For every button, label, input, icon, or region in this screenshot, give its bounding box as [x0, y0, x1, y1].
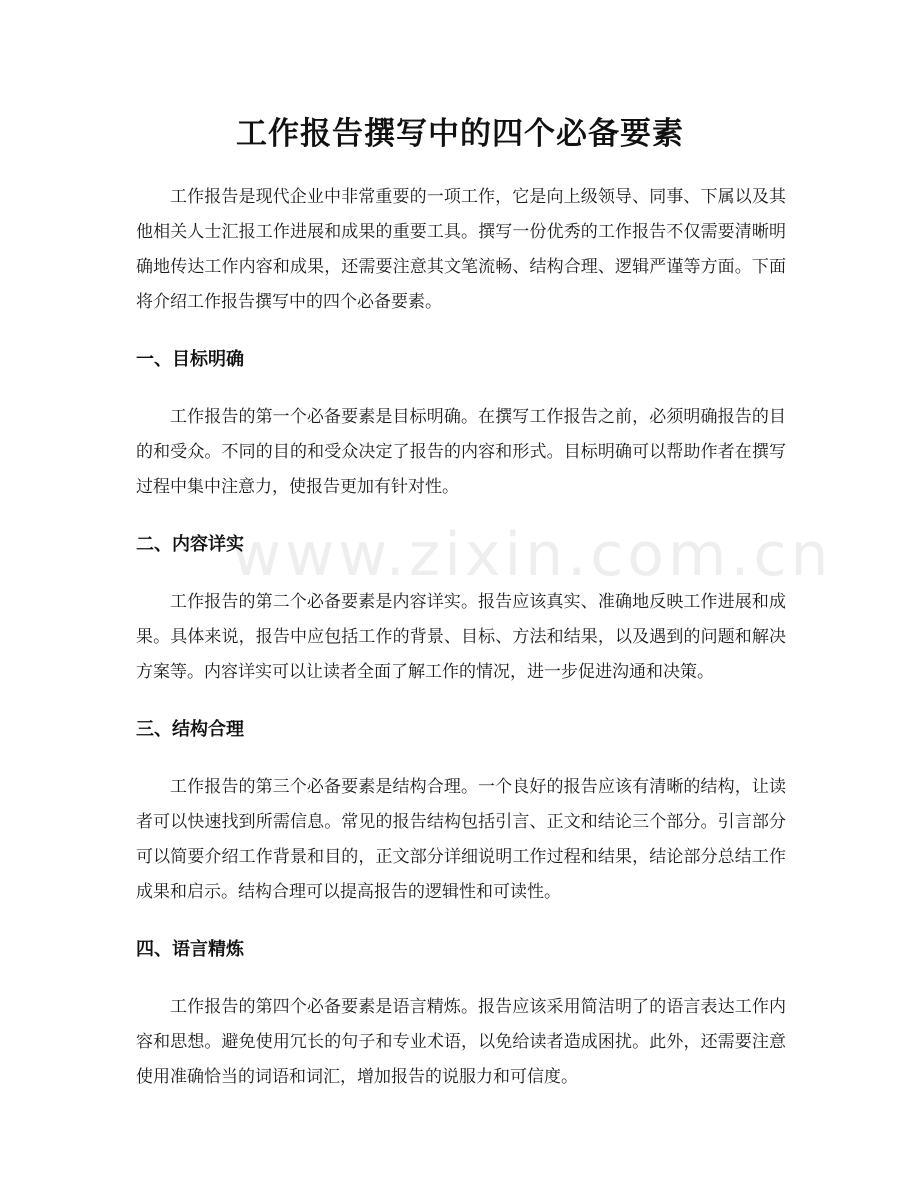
- section-paragraph-4: 工作报告的第四个必备要素是语言精炼。报告应该采用简洁明了的语言表达工作内容和思想。避免使用冗长的句子和专业术语，以免给读者造成困扰。此外，还需要注意使用准确恰当的词语和词汇，增加报告的说服力和可信度。: [136, 997, 786, 1087]
- watermark: www.zixin.com.cn: [232, 520, 833, 590]
- section-paragraph-1: 工作报告的第一个必备要素是目标明确。在撰写工作报告之前，必须明确报告的目的和受众。不同的目的和受众决定了报告的内容和形式。目标明确可以帮助作者在撰写过程中集中注意力，使报告更加有针对性。: [136, 407, 786, 497]
- section-heading-3: 三、结构合理: [136, 719, 244, 740]
- document-body: [136, 180, 833, 1095]
- section-heading-2: 二、内容详实: [136, 534, 244, 555]
- section-heading-1: 一、目标明确: [136, 349, 244, 370]
- page-title: 工作报告撰写中的四个必备要素: [236, 116, 684, 152]
- intro-paragraph: 工作报告是现代企业中非常重要的一项工作，它是向上级领导、同事、下属以及其他相关人士汇报工作进展和成果的重要工具。撰写一份优秀的工作报告不仅需要清晰明确地传达工作内容和成果，还需要注意其文笔流畅、结构合理、逻辑严谨等方面。下面将介绍工作报告撰写中的四个必备要素。: [136, 187, 786, 312]
- section-paragraph-2: 工作报告的第二个必备要素是内容详实。报告应该真实、准确地反映工作进展和成果。具体来说，报告中应包括工作的背景、目标、方法和结果，以及遇到的问题和解决方案等。内容详实可以让读者全面了解工作的情况，进一步促进沟通和决策。: [136, 592, 786, 682]
- section-heading-4: 四、语言精炼: [136, 939, 244, 960]
- section-paragraph-3: 工作报告的第三个必备要素是结构合理。一个良好的报告应该有清晰的结构，让读者可以快速找到所需信息。常见的报告结构包括引言、正文和结论三个部分。引言部分可以简要介绍工作背景和目的，正文部分详细说明工作过程和结果，结论部分总结工作成果和启示。结构合理可以提高报告的逻辑性和可读性。: [136, 777, 786, 902]
